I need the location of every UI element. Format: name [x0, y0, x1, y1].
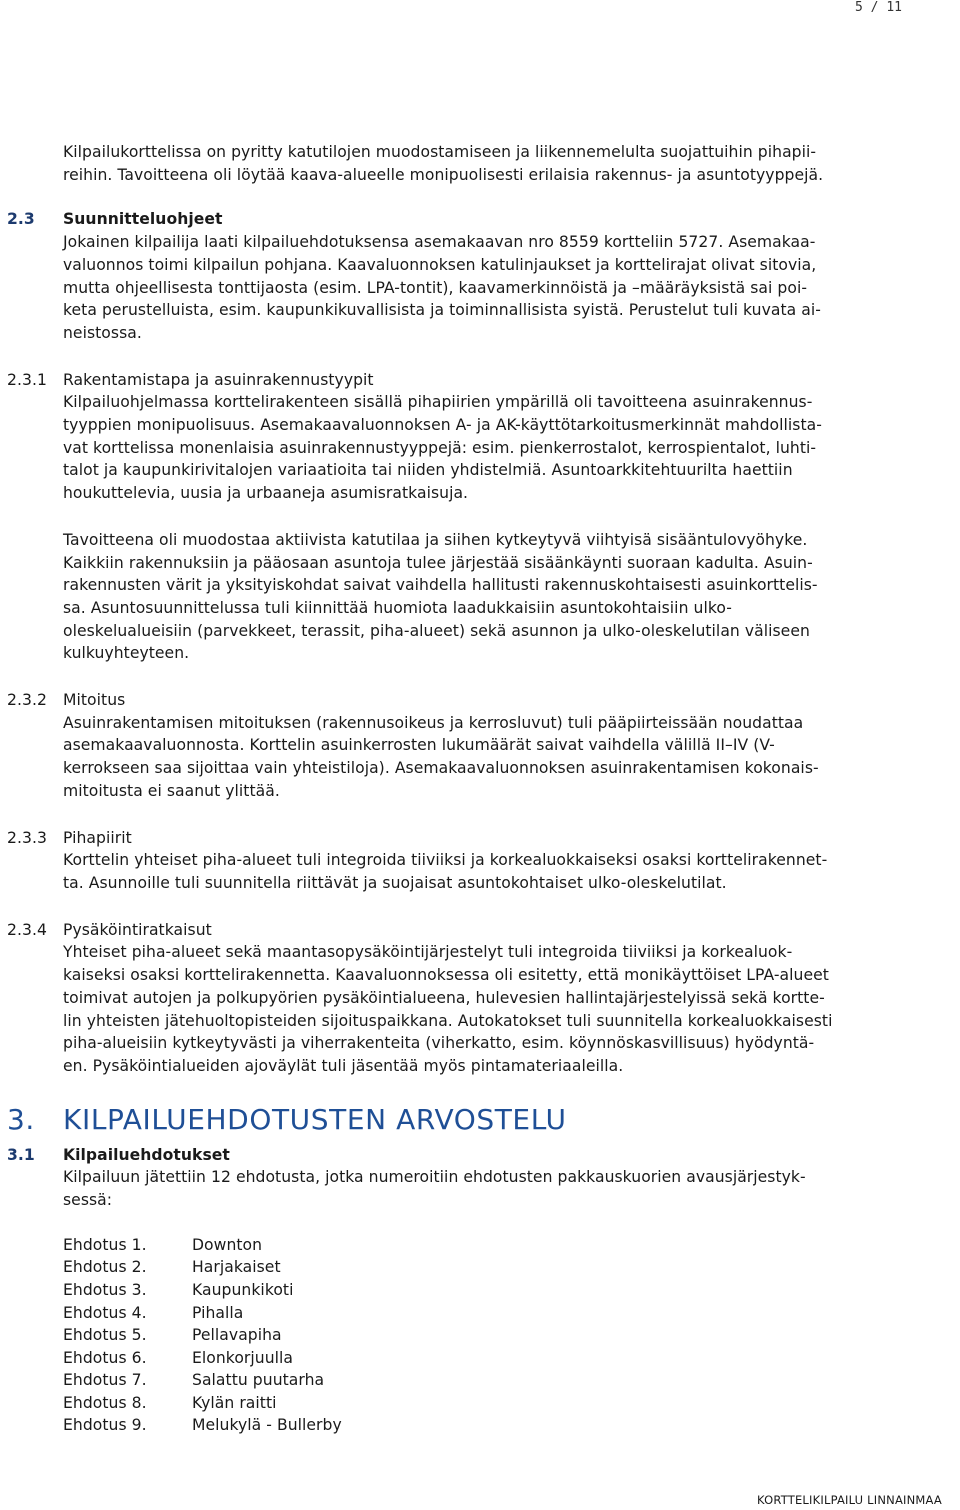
chapter-heading-3 [7, 1102, 897, 1138]
list-item [63, 1347, 897, 1370]
text-line: Jokainen kilpailija laati kilpailuehdotuksensa asemakaavan nro 8559 kortteliin 5727. Asemakaa- [63, 233, 816, 252]
text-line: tyyppien monipuolisuus. Asemakaavaluonnoksen A- ja AK-käyttötarkoitusmerkinnät mahdollista- [63, 416, 822, 435]
text-line: houkuttelevia, uusia ja urbaaneja asumisratkaisuja. [63, 484, 469, 503]
text-line: rakennusten värit ja yksityiskohdat saivat vaihdella hallitusti rakennuskohtaisesti asuinkorttelis- [63, 576, 818, 595]
section-title: Suunnitteluohjeet [63, 210, 223, 229]
proposal-name: Harjakaiset [192, 1258, 281, 1277]
section-heading-2-3-1 [7, 369, 897, 392]
text-line: talot ja kaupunkirivitalojen variaatioita tai niiden yhdistelmiä. Asuntoarkkitehtuurilta haettiin [63, 461, 793, 480]
proposal-name: Elonkorjuulla [192, 1348, 294, 1367]
proposal-name: Kaupunkikoti [192, 1280, 294, 1299]
section-number: 3.1 [7, 1145, 35, 1164]
section-title: Pysäköintiratkaisut [63, 920, 212, 939]
text-line: kulkuyhteyteen. [63, 644, 190, 663]
section-heading-2-3-2 [7, 689, 897, 712]
section-title: Mitoitus [63, 691, 126, 710]
section-2-3-1-paragraph-1 [7, 391, 897, 505]
proposal-name: Downton [192, 1235, 263, 1254]
section-heading-2-3-3 [7, 827, 897, 850]
proposal-name: Pihalla [192, 1303, 244, 1322]
chapter-number: 3. [7, 1102, 35, 1136]
section-2-3-2-paragraph [7, 712, 897, 803]
text-line: valuonnos toimi kilpailun pohjana. Kaavaluonnoksen katulinjaukset ja korttelirajat olivat sitovia, [63, 255, 817, 274]
text-line: neistossa. [63, 323, 142, 342]
proposal-name: Pellavapiha [192, 1326, 282, 1345]
text-line: vat korttelissa monenlaisia asuinrakennustyyppejä: esim. pienkerrostalot, kerrospientalot, luhti- [63, 438, 817, 457]
list-item [63, 1256, 897, 1279]
text-line: sa. Asuntosuunnittelussa tuli kiinnittää huomiota laadukkaisiin asuntokohtaisiin ulko- [63, 598, 732, 617]
proposal-label: Ehdotus 3. [63, 1280, 147, 1299]
section-title: Rakentamistapa ja asuinrakennustyypit [63, 370, 374, 389]
text-line: kaiseksi osaksi korttelirakennetta. Kaavaluonnoksessa oli esitetty, että monikäyttöiset LPA-alueet [63, 966, 829, 985]
proposal-name: Salattu puutarha [192, 1371, 325, 1390]
section-heading-2-3 [7, 208, 897, 231]
proposal-list [7, 1234, 897, 1437]
section-number: 2.3.4 [7, 920, 47, 939]
proposal-label: Ehdotus 4. [63, 1303, 147, 1322]
proposal-name: Kylän raitti [192, 1393, 277, 1412]
list-item [63, 1324, 897, 1347]
section-2-3-3-paragraph [7, 849, 897, 894]
section-heading-2-3-4 [7, 919, 897, 942]
section-number: 2.3.1 [7, 370, 47, 389]
section-number: 2.3.2 [7, 691, 47, 710]
list-item [63, 1302, 897, 1325]
list-item [63, 1369, 897, 1392]
text-line: Asuinrakentamisen mitoituksen (rakennusoikeus ja kerrosluvut) tuli pääpiirteissään noudattaa [63, 713, 804, 732]
text-line: Korttelin yhteiset piha-alueet tuli integroida tiiviiksi ja korkealuokkaiseksi osaksi korttelirakennet- [63, 851, 828, 870]
text-line: keta perustelluista, esim. kaupunkikuvallisista ja toiminnallisista syistä. Perustelut tuli kuvata ai- [63, 301, 821, 320]
proposal-label: Ehdotus 9. [63, 1416, 147, 1435]
page-footer: KORTTELIKILPAILU LINNAINMAA [757, 1493, 942, 1507]
proposal-label: Ehdotus 1. [63, 1235, 147, 1254]
text-line: Kilpailukorttelissa on pyritty katutilojen muodostamiseen ja liikennemelulta suojattuihin pihapii- [63, 143, 817, 161]
section-number: 2.3.3 [7, 828, 47, 847]
text-line: ta. Asunnoille tuli suunnitella riittävät ja suojaisat asuntokohtaiset ulko-oleskelutilat. [63, 873, 727, 892]
page-number: 5 / 11 [855, 0, 902, 15]
text-line: asemakaavaluonnosta. Korttelin asuinkerrosten lukumäärät saivat vaihdella välillä II–IV (V- [63, 736, 775, 755]
text-line: sessä: [63, 1191, 113, 1210]
list-item [63, 1392, 897, 1415]
proposal-label: Ehdotus 7. [63, 1371, 147, 1390]
text-line: mitoitusta ei saanut ylittää. [63, 781, 280, 800]
section-title: Kilpailuehdotukset [63, 1145, 230, 1164]
proposal-label: Ehdotus 8. [63, 1393, 147, 1412]
text-line: lin yhteisten jätehuoltopisteiden sijoituspaikkana. Autokatokset tuli suunnitella korkealuokkaisesti [63, 1011, 833, 1030]
text-line: oleskelualueisiin (parvekkeet, terassit, piha-alueet) sekä asunnon ja ulko-oleskelutilan väliseen [63, 621, 810, 640]
proposal-label: Ehdotus 2. [63, 1258, 147, 1277]
text-line: piha-alueisiin kytkeytyvästi ja viherrakenteita (viherkatto, esim. köynnöskasvillisuus) hyödyntä- [63, 1034, 815, 1053]
section-title: Pihapiirit [63, 828, 132, 847]
text-line: Kilpailuohjelmassa korttelirakenteen sisällä pihapiirien ympärillä oli tavoitteena asuinrakennus- [63, 393, 813, 412]
section-number: 2.3 [7, 210, 35, 229]
section-2-3-paragraph [7, 231, 897, 345]
text-line: Tavoitteena oli muodostaa aktiivista katutilaa ja siihen kytkeytyvä viihtyisä sisääntulovyöhyke. [63, 530, 808, 549]
list-item [63, 1234, 897, 1257]
text-line: Kilpailuun jätettiin 12 ehdotusta, jotka numeroitiin ehdotusten pakkauskuorien avausjärjestyk- [63, 1168, 806, 1187]
intro-paragraph [7, 141, 897, 186]
section-heading-3-1 [7, 1144, 897, 1167]
text-line: reihin. Tavoitteena oli löytää kaava-alueelle monipuolisesti erilaisia rakennus- ja asuntotyyppejä. [63, 165, 824, 184]
text-line: en. Pysäköintialueiden ajoväylät tuli jäsentää myös pintamateriaaleilla. [63, 1056, 624, 1075]
proposal-name: Melukylä - Bullerby [192, 1416, 342, 1435]
list-item [63, 1279, 897, 1302]
proposal-label: Ehdotus 5. [63, 1326, 147, 1345]
text-line: Yhteiset piha-alueet sekä maantasopysäköintijärjestelyt tuli integroida tiiviiksi ja korkealuok- [63, 943, 793, 962]
proposal-label: Ehdotus 6. [63, 1348, 147, 1367]
text-line: mutta ohjeellisesta tonttijaosta (esim. LPA-tontit), kaavamerkinnöistä ja –määräyksistä sai poi- [63, 278, 808, 297]
text-line: toimivat autojen ja polkupyörien pysäköintialueena, hulevesien hallintajärjestelyissä sekä kortte- [63, 988, 825, 1007]
list-item [63, 1414, 897, 1437]
section-3-1-paragraph [7, 1166, 897, 1211]
text-line: kerrokseen saa sijoittaa vain yhteistiloja). Asemakaavaluonnoksen asuinrakentamisen kokonais- [63, 759, 819, 778]
section-2-3-1-paragraph-2 [7, 529, 897, 665]
section-2-3-4-paragraph [7, 941, 897, 1077]
text-line: Kaikkiin rakennuksiin ja pääosaan asuntoja tulee järjestää sisäänkäynti suoraan kadulta. Asuin- [63, 553, 813, 572]
document-body [7, 141, 897, 1437]
chapter-title: KILPAILUEHDOTUSTEN ARVOSTELU [63, 1102, 567, 1136]
